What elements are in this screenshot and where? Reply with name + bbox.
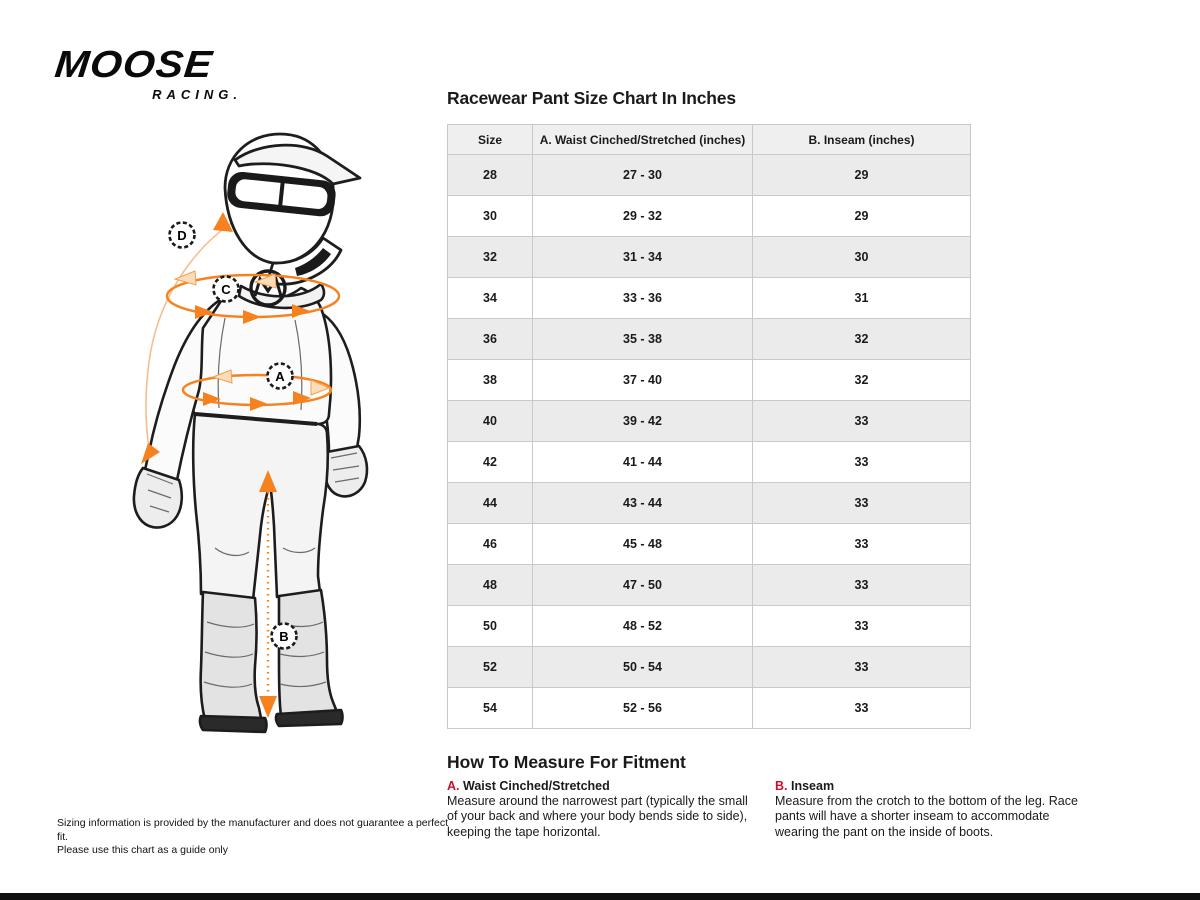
rider-left-boot-sole: [200, 716, 267, 732]
size-cell: 38: [448, 360, 533, 401]
col-header-size: Size: [448, 125, 533, 155]
size-cell: 48: [448, 565, 533, 606]
waist-cell: 52 - 56: [533, 688, 753, 729]
measure-letter-b: B.: [775, 779, 788, 793]
waist-cell: 29 - 32: [533, 196, 753, 237]
size-cell: 52: [448, 647, 533, 688]
inseam-cell: 30: [753, 237, 971, 278]
size-cell: 28: [448, 155, 533, 196]
table-row: [448, 442, 971, 483]
inseam-cell: 33: [753, 688, 971, 729]
waist-cell: 27 - 30: [533, 155, 753, 196]
how-to-measure-inseam-text: Measure from the crotch to the bottom of the leg. Race pants will have a shorter inseam to accommodate wearing the pant on the inside of boots.: [775, 794, 1078, 839]
size-cell: 36: [448, 319, 533, 360]
table-row: [448, 196, 971, 237]
inseam-cell: 29: [753, 155, 971, 196]
table-row: [448, 606, 971, 647]
table-row: [448, 319, 971, 360]
disclaimer: [57, 817, 457, 858]
inseam-cell: 33: [753, 565, 971, 606]
size-cell: 30: [448, 196, 533, 237]
size-cell: 32: [448, 237, 533, 278]
bottom-bar: [0, 893, 1200, 900]
waist-cell: 35 - 38: [533, 319, 753, 360]
rider-right-boot-sole: [276, 710, 343, 726]
table-row: [448, 688, 971, 729]
inseam-cell: 33: [753, 647, 971, 688]
inseam-cell: 32: [753, 360, 971, 401]
measure-label-inseam: Inseam: [790, 779, 835, 793]
table-header-row: [448, 125, 971, 155]
table-row: [448, 155, 971, 196]
waist-cell: 33 - 36: [533, 278, 753, 319]
inseam-cell: 33: [753, 483, 971, 524]
size-cell: 34: [448, 278, 533, 319]
svg-text:D: D: [177, 228, 187, 243]
waist-cell: 41 - 44: [533, 442, 753, 483]
table-row: [448, 524, 971, 565]
inseam-cell: 33: [753, 524, 971, 565]
svg-text:A: A: [275, 369, 285, 384]
rider-illustration: [55, 118, 435, 750]
table-row: [448, 360, 971, 401]
table-row: [448, 647, 971, 688]
inseam-cell: 29: [753, 196, 971, 237]
waist-cell: 48 - 52: [533, 606, 753, 647]
size-cell: 44: [448, 483, 533, 524]
inseam-cell: 32: [753, 319, 971, 360]
size-cell: 54: [448, 688, 533, 729]
size-cell: 42: [448, 442, 533, 483]
table-row: [448, 278, 971, 319]
how-to-measure-waist: [447, 779, 759, 840]
rider-goggles-bridge: [280, 182, 283, 206]
brand-logo-racing: RACING.: [152, 87, 242, 102]
marker-d: [170, 223, 195, 248]
waist-cell: 39 - 42: [533, 401, 753, 442]
waist-cell: 50 - 54: [533, 647, 753, 688]
table-row: [448, 483, 971, 524]
table-row: [448, 401, 971, 442]
brand-logo-moose: MOOSE: [52, 42, 215, 86]
how-to-measure-inseam-heading: [775, 779, 1087, 793]
measure-label-waist: Waist Cinched/Stretched: [462, 779, 610, 793]
table-row: [448, 237, 971, 278]
inseam-cell: 33: [753, 401, 971, 442]
waist-cell: 45 - 48: [533, 524, 753, 565]
disclaimer-line2: Please use this chart as a guide only: [57, 844, 229, 857]
col-header-inseam: B. Inseam (inches): [753, 125, 971, 155]
size-chart-title: Racewear Pant Size Chart In Inches: [447, 88, 736, 108]
size-cell: 50: [448, 606, 533, 647]
inseam-cell: 33: [753, 606, 971, 647]
inseam-cell: 31: [753, 278, 971, 319]
waist-cell: 43 - 44: [533, 483, 753, 524]
svg-text:C: C: [221, 282, 231, 297]
size-cell: 40: [448, 401, 533, 442]
rider-pants: [193, 414, 328, 600]
rider-left-boot: [201, 592, 261, 726]
brand-logo: [52, 42, 250, 102]
col-header-waist: A. Waist Cinched/Stretched (inches): [533, 125, 753, 155]
waist-cell: 47 - 50: [533, 565, 753, 606]
marker-c: [214, 277, 239, 302]
how-to-measure-waist-text: Measure around the narrowest part (typically the small of your back and where your body bends side to side), keeping the tape horizontal.: [447, 794, 748, 839]
svg-text:B: B: [279, 629, 289, 644]
how-to-measure-waist-heading: [447, 779, 759, 793]
how-to-measure-title: How To Measure For Fitment: [447, 752, 686, 772]
size-chart-table: [447, 124, 971, 729]
how-to-measure-inseam: [775, 779, 1087, 840]
inseam-cell: 33: [753, 442, 971, 483]
waist-cell: 31 - 34: [533, 237, 753, 278]
measure-letter-a: A.: [447, 779, 460, 793]
marker-a: [268, 364, 293, 389]
waist-cell: 37 - 40: [533, 360, 753, 401]
marker-b: [272, 624, 297, 649]
table-row: [448, 565, 971, 606]
rider-right-glove: [325, 446, 367, 496]
size-cell: 46: [448, 524, 533, 565]
disclaimer-line1: Sizing information is provided by the manufacturer and does not guarantee a perfect fit.: [57, 817, 449, 843]
